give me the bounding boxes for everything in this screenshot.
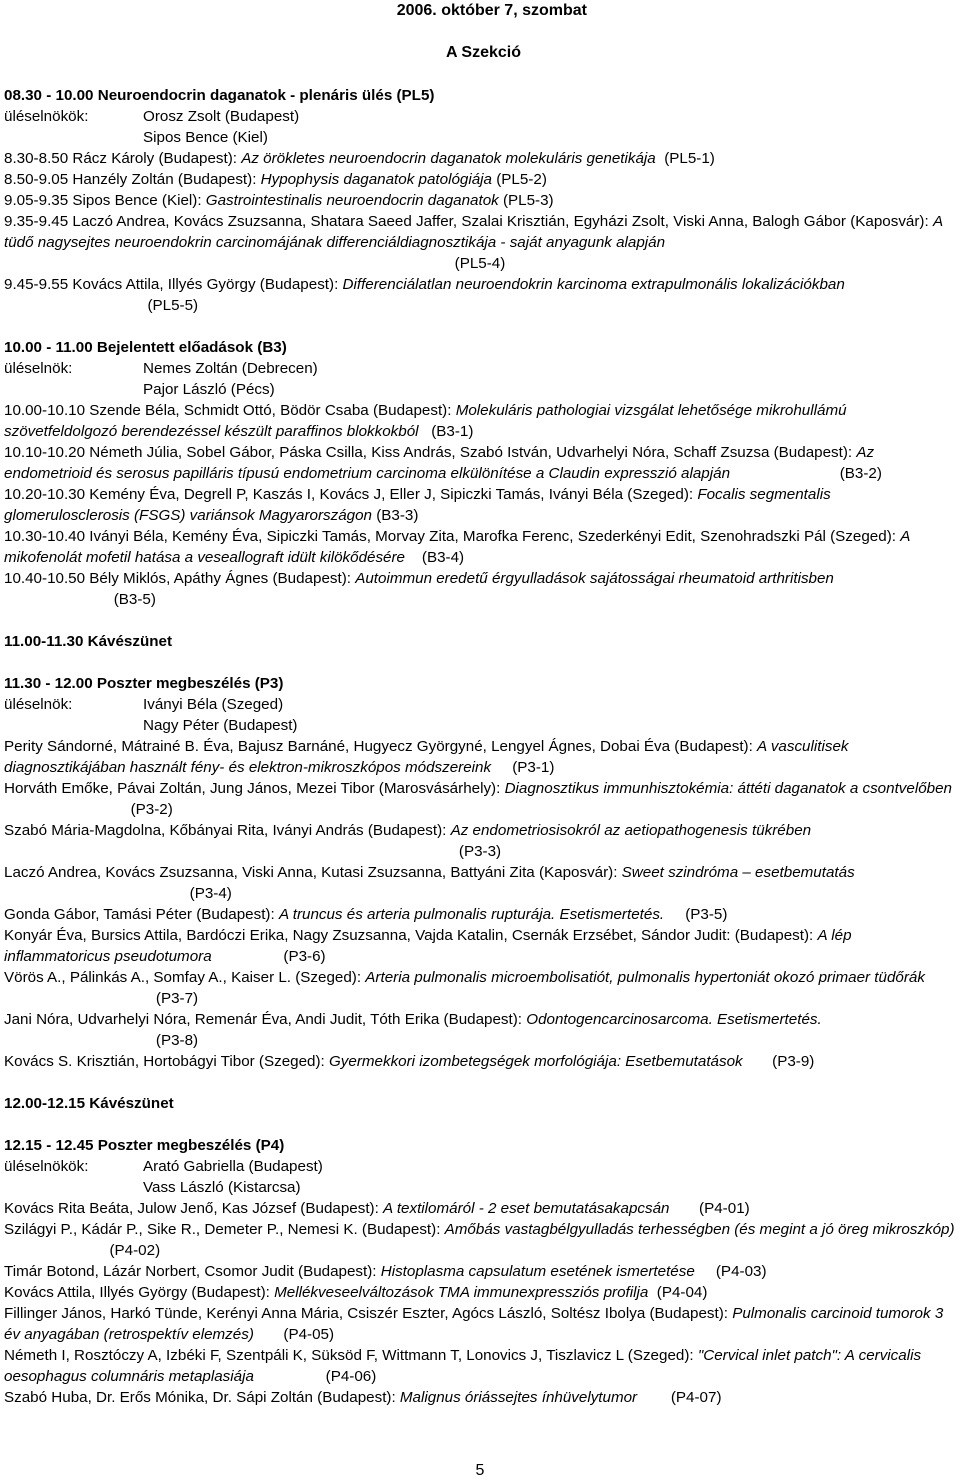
- poster-item: [4, 1282, 956, 1303]
- poster-item: [4, 1198, 956, 1219]
- poster-item: [4, 778, 956, 820]
- poster-title: Histoplasma capsulatum esetének ismertetése: [380, 1263, 695, 1280]
- poster-authors: Kovács Rita Beáta, Julow Jenő, Kas József (Budapest):: [4, 1200, 384, 1217]
- poster-code: (P3-9): [742, 1053, 815, 1070]
- poster-code: (P4-06): [253, 1368, 377, 1385]
- chair-name: Sipos Bence (Kiel): [143, 129, 268, 146]
- chair-label: üléselnök:: [4, 696, 73, 713]
- poster-item: [4, 1219, 956, 1261]
- talk-item: [4, 568, 956, 610]
- chair-name: Orosz Zsolt (Budapest): [143, 108, 300, 125]
- poster-item: [4, 925, 956, 967]
- poster-authors: Fillinger János, Harkó Tünde, Kerényi Anna Mária, Csiszér Eszter, Agócs László, Soltész Ibolya (Budapest):: [4, 1305, 733, 1322]
- poster-authors: Vörös A., Pálinkás A., Somfay A., Kaiser L. (Szeged):: [4, 969, 366, 986]
- chair-name: Iványi Béla (Szeged): [143, 696, 284, 713]
- poster-title: Malignus óriássejtes ínhüvelytumor: [399, 1389, 638, 1406]
- talk-item: [4, 211, 956, 274]
- poster-authors: Gonda Gábor, Tamási Péter (Budapest):: [4, 906, 279, 923]
- talk-item: [4, 400, 956, 442]
- chair-name: Arató Gabriella (Budapest): [143, 1158, 323, 1175]
- session-p4: [4, 1135, 956, 1408]
- talk-code: (B3-1): [418, 423, 474, 440]
- poster-authors: Timár Botond, Lázár Norbert, Csomor Judit (Budapest):: [4, 1263, 381, 1280]
- poster-title: A lép inflammatoricus pseudotumora: [4, 927, 852, 965]
- poster-authors: Szabó Huba, Dr. Erős Mónika, Dr. Sápi Zoltán (Budapest):: [4, 1389, 400, 1406]
- poster-code: (P3-8): [4, 1032, 199, 1049]
- poster-authors: Szilágyi P., Kádár P., Sike R., Demeter P., Nemesi K. (Budapest):: [4, 1221, 445, 1238]
- poster-code: (P3-1): [491, 759, 555, 776]
- poster-item: [4, 820, 956, 862]
- talk-title: Az örökletes neuroendocrin daganatok molekuláris genetikája: [241, 150, 656, 167]
- poster-authors: Jani Nóra, Udvarhelyi Nóra, Remenár Éva, Andi Judit, Tóth Erika (Budapest):: [4, 1011, 527, 1028]
- talk-title: A tüdő nagysejtes neuroendokrin carcinomájának differenciáldiagnosztikája - saját anyagunk alapján: [4, 213, 943, 251]
- talk-item: [4, 148, 956, 169]
- talk-code: (B3-5): [4, 591, 156, 608]
- poster-code: (P3-7): [4, 990, 199, 1007]
- session-pl5: [4, 85, 956, 316]
- poster-authors: Szabó Mária-Magdolna, Kőbányai Rita, Iványi András (Budapest):: [4, 822, 451, 839]
- poster-title: A textilomáról - 2 eset bemutatásakapcsán: [383, 1200, 670, 1217]
- chair-label: üléselnökök:: [4, 108, 89, 125]
- poster-authors: Németh I, Rosztóczy A, Izbéki F, Szentpáli K, Süksöd F, Wittmann T, Lonovics J, Tiszlavicz L (Szeged):: [4, 1347, 698, 1364]
- chair-label: üléselnökök:: [4, 1158, 89, 1175]
- poster-authors: Horváth Emőke, Pávai Zoltán, Jung János, Mezei Tibor (Marosvásárhely):: [4, 780, 505, 797]
- poster-item: [4, 1261, 956, 1282]
- talk-title: A mikofenolát mofetil hatása a veseallograft idült kilökődésére: [4, 528, 910, 566]
- poster-item: [4, 736, 956, 778]
- poster-title: Az endometriosisokról az aetiopathogenesis tükrében: [450, 822, 812, 839]
- session-title: 12.15 - 12.45 Poszter megbeszélés (P4): [4, 1137, 285, 1154]
- chair-name: Nagy Péter (Budapest): [143, 717, 298, 734]
- talk-title: Differenciálatlan neuroendokrin karcinoma extrapulmonális lokalizációkban: [342, 276, 845, 293]
- talk-code: (PL5-2): [492, 171, 547, 188]
- talk-item: [4, 169, 956, 190]
- poster-code: (P4-01): [669, 1200, 750, 1217]
- talk-code: (PL5-1): [655, 150, 715, 167]
- talk-lead: 9.05-9.35 Sipos Bence (Kiel):: [4, 192, 206, 209]
- poster-authors: Laczó Andrea, Kovács Zsuzsanna, Viski Anna, Kutasi Zsuzsanna, Battyáni Zita (Kaposvár):: [4, 864, 622, 881]
- poster-item: [4, 1051, 956, 1072]
- talk-item: [4, 484, 956, 526]
- program-content: [4, 85, 956, 1408]
- talk-code: (B3-2): [730, 465, 882, 482]
- session-title: 11.30 - 12.00 Poszter megbeszélés (P3): [4, 675, 284, 692]
- talk-code: (PL5-5): [147, 297, 199, 314]
- chair-row: [4, 694, 956, 715]
- talk-title: Hypophysis daganatok patológiája: [260, 171, 493, 188]
- poster-authors: Kovács Attila, Illyés György (Budapest):: [4, 1284, 275, 1301]
- poster-title: Amőbás vastagbélgyulladás terhességben (és megint a jó öreg mikroszkóp): [444, 1221, 955, 1238]
- coffee-break: 12.00-12.15 Kávészünet: [4, 1095, 174, 1112]
- poster-title: Pulmonalis carcinoid tumorok 3 év anyagában (retrospektív elemzés): [4, 1305, 944, 1343]
- poster-code: (P3-3): [458, 843, 502, 860]
- talk-title: Molekuláris pathologiai vizsgálat lehetősége mikrohullámú szövetfeldolgozó berendezéssel készült paraffinos blokkokból: [4, 402, 847, 440]
- poster-item: [4, 1303, 956, 1345]
- chair-name: Pajor László (Pécs): [143, 381, 275, 398]
- talk-lead: 10.30-10.40 Iványi Béla, Kemény Éva, Sipiczki Tamás, Morvay Zita, Marofka Ferenc, Szederkényi Edit, Szenohradszki Pál (Szeged):: [4, 528, 901, 545]
- talk-item: [4, 190, 956, 211]
- poster-code: (P3-4): [4, 885, 232, 902]
- talk-title: Focalis segmentalis glomerulosclerosis (FSGS) variánsok Magyarországon: [4, 486, 831, 524]
- talk-item: [4, 274, 956, 316]
- talk-lead: 10.00-10.10 Szende Béla, Schmidt Ottó, Bödör Csaba (Budapest):: [4, 402, 456, 419]
- talk-lead: 8.30-8.50 Rácz Károly (Budapest):: [4, 150, 242, 167]
- talk-title: Az endometrioid és serosus papilláris típusú endometrium carcinoma elkülönítése a Claudin expresszió alapján: [4, 444, 875, 482]
- poster-code: (P4-02): [4, 1242, 161, 1259]
- talk-lead: 9.35-9.45 Laczó Andrea, Kovács Zsuzsanna, Shatara Saeed Jaffer, Szalai Krisztián, Egyházi Zsolt, Viski Anna, Balogh Gábor (Kaposvár):: [4, 213, 933, 230]
- poster-title: A vasculitisek diagnosztikájában használt fény- és elektron-mikroszkópos módszereink: [4, 738, 849, 776]
- talk-item: [4, 442, 956, 484]
- poster-code: (P3-2): [4, 801, 173, 818]
- talk-lead: 10.10-10.20 Németh Júlia, Sobel Gábor, Páska Csilla, Kiss András, Szabó István, Udvarhelyi Nóra, Schaff Zsuzsa (Budapest):: [4, 444, 857, 461]
- poster-code: (P3-6): [211, 948, 326, 965]
- talk-title: Gastrointestinalis neuroendocrin daganatok: [205, 192, 499, 209]
- talk-lead: 9.45-9.55 Kovács Attila, Illyés György (Budapest):: [4, 276, 343, 293]
- poster-item: [4, 904, 956, 925]
- talk-item: [4, 526, 956, 568]
- talk-lead: 10.40-10.50 Bély Miklós, Apáthy Ágnes (Budapest):: [4, 570, 356, 587]
- poster-title: Odontogencarcinosarcoma. Esetismertetés.: [526, 1011, 822, 1028]
- talk-lead: 10.20-10.30 Kemény Éva, Degrell P, Kaszás I, Kovács J, Eller J, Sipiczki Tamás, Iványi Béla (Szeged):: [4, 486, 698, 503]
- chair-name: Nemes Zoltán (Debrecen): [143, 360, 318, 377]
- poster-item: [4, 1009, 956, 1051]
- poster-code: (P4-05): [253, 1326, 335, 1343]
- poster-authors: Kovács S. Krisztián, Hortobágyi Tibor (Szeged):: [4, 1053, 329, 1070]
- poster-code: (P4-03): [694, 1263, 767, 1280]
- chair-label: üléselnök:: [4, 360, 73, 377]
- poster-code: (P4-04): [648, 1284, 708, 1301]
- session-title: 10.00 - 11.00 Bejelentett előadások (B3): [4, 339, 287, 356]
- poster-item: [4, 1387, 956, 1408]
- poster-title: "Cervical inlet patch": A cervicalis oesophagus columnáris metaplasiája: [4, 1347, 922, 1385]
- talk-code: (B3-3): [372, 507, 419, 524]
- poster-title: Mellékveseelváltozások TMA immunexpressziós profilja: [274, 1284, 649, 1301]
- poster-code: (P3-5): [664, 906, 728, 923]
- poster-title: Arteria pulmonalis microembolisatiót, pulmonalis hypertoniát okozó primaer tüdőrák: [365, 969, 925, 986]
- talk-code: (B3-4): [405, 549, 465, 566]
- poster-code: (P4-07): [637, 1389, 722, 1406]
- talk-code: (PL5-3): [498, 192, 554, 209]
- chair-row: [4, 1156, 956, 1177]
- talk-lead: 8.50-9.05 Hanzély Zoltán (Budapest):: [4, 171, 261, 188]
- poster-title: A truncus és arteria pulmonalis rupturája. Esetismertetés.: [278, 906, 665, 923]
- chair-name: Vass László (Kistarcsa): [143, 1179, 301, 1196]
- session-b3: [4, 337, 956, 610]
- poster-title: Sweet szindróma – esetbemutatás: [621, 864, 855, 881]
- coffee-break: 11.00-11.30 Kávészünet: [4, 633, 173, 650]
- poster-authors: Perity Sándorné, Mátrainé B. Éva, Bajusz Barnáné, Hugyecz Györgyné, Lengyel Ágnes, Dobai Éva (Budapest):: [4, 738, 758, 755]
- poster-authors: Konyár Éva, Bursics Attila, Bardóczi Erika, Nagy Zsuzsanna, Vajda Katalin, Csernák Erzsébet, Sándor Judit: (Budapest):: [4, 927, 818, 944]
- page-date: 2006. október 7, szombat: [396, 2, 587, 19]
- section-title: A Szekció: [446, 44, 521, 61]
- page-number: 5: [475, 1462, 485, 1479]
- talk-title: Autoimmun eredetű érgyulladások sajátosságai rheumatoid arthritisben: [355, 570, 834, 587]
- poster-title: Diagnosztikus immunhisztokémia: áttéti daganatok a csontvelőben: [504, 780, 952, 797]
- poster-title: Gyermekkori izombetegségek morfológiája: Esetbemutatások: [328, 1053, 743, 1070]
- session-title: 08.30 - 10.00 Neuroendocrin daganatok - plenáris ülés (PL5): [4, 87, 435, 104]
- poster-item: [4, 862, 956, 904]
- chair-row: [4, 358, 956, 379]
- poster-item: [4, 967, 956, 1009]
- poster-item: [4, 1345, 956, 1387]
- talk-code: (PL5-4): [454, 255, 506, 272]
- chair-row: [4, 106, 956, 127]
- session-p3: [4, 673, 956, 1072]
